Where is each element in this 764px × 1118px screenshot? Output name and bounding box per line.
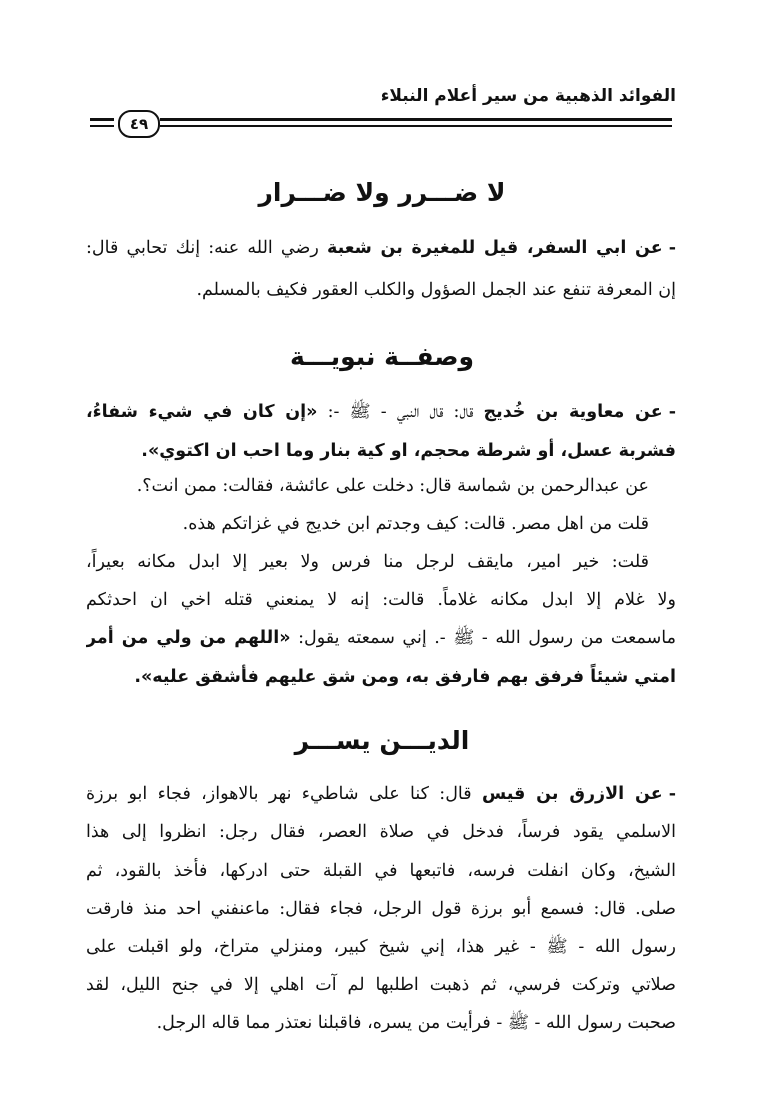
hadith-bold: فشربة عسل، أو شرطة محجم، او كية بنار وما احب ان اكتوي». <box>141 441 676 461</box>
line-text: قال: قال النبي - ﷺ -: <box>327 402 474 422</box>
paragraph-line: رسول الله - ﷺ - غير هذا، إني شيخ كبير، ومنزلي متراخ، ولو اقبلت على <box>86 937 676 957</box>
header-rule-thin <box>160 125 672 127</box>
paragraph-line: ولا غلام إلا ابدل مكانه غلاماً. قالت: إنه لا يمنعني قتله اخي ان احدثكم <box>86 590 676 610</box>
line-text: ماسمعت من رسول الله - ﷺ -. إني سمعته يقول: <box>298 628 676 648</box>
paragraph-line: صلى. قال: فسمع أبو برزة قول الرجل، فجاء فقال: ماعنفني احد منذ فارقت <box>86 899 676 919</box>
paragraph-line <box>86 233 676 263</box>
paragraph-line <box>86 436 676 466</box>
paragraph-line: قلت: خير امير، مايقف لرجل منا فرس ولا بعير إلا ابدل مكانه بعيراً، <box>86 552 649 572</box>
section-heading-prophetic-remedy: وصفــة نبويـــة <box>289 342 475 371</box>
hadith-bold: «اللهم من ولي من أمر <box>86 628 291 648</box>
line-text: قال: كنا على شاطيء نهر بالاهواز، فجاء ابو برزة <box>86 784 472 804</box>
item-dash: - <box>668 402 676 422</box>
paragraph-line <box>86 623 676 653</box>
paragraph-line: إن المعرفة تنفع عند الجمل الصؤول والكلب العقور فكيف بالمسلم. <box>196 280 676 300</box>
paragraph-line: صحبت رسول الله - ﷺ - فرأيت من يسره، فاقبلنا نعتذر مما قاله الرجل. <box>156 1013 676 1033</box>
page-number: ٤٩ <box>118 110 160 138</box>
item-dash: - <box>668 238 676 258</box>
header-rule-thick <box>160 118 672 121</box>
section-heading-no-harm: لا ضـــرر ولا ضـــرار <box>258 178 506 207</box>
hadith-bold: «إن كان في شيء شفاءُ، <box>86 402 318 422</box>
section-heading-religion-is-ease: الديـــن يســـر <box>294 726 470 755</box>
header-rule-left-thin <box>90 125 114 127</box>
paragraph-line: قلت من اهل مصر. قالت: كيف وجدتم ابن خديج في غزاتكم هذه. <box>182 514 649 534</box>
paragraph-line <box>86 397 676 427</box>
paragraph-line <box>86 662 676 692</box>
narrator-bold: عن الازرق بن قيس <box>481 784 663 804</box>
paragraph-line <box>86 779 676 809</box>
narrator-bold: عن ابي السفر، قيل للمغيرة بن شعبة <box>327 238 663 258</box>
paragraph-line: عن عبدالرحمن بن شماسة قال: دخلت على عائشة، فقالت: ممن انت؟. <box>136 476 649 496</box>
paragraph-line: صلاتي وتركت فرسي، ثم ذهبت اطلبها لم آت اهلي إلا في جنح الليل، لقد <box>86 975 676 995</box>
hadith-bold: امتي شيئاً فرفق بهم فارفق به، ومن شق عليهم فأشقق عليه». <box>134 667 676 687</box>
running-title: الفوائد الذهبية من سير أعلام النبلاء <box>380 86 676 106</box>
item-dash: - <box>668 784 676 804</box>
line-text: رضي الله عنه: إنك تحابي قال: <box>86 238 319 258</box>
header-rule-left-thick <box>90 118 114 121</box>
paragraph-line: الاسلمي يقود فرساً، فدخل في صلاة العصر، فقال رجل: انظروا إلى هذا <box>86 822 676 842</box>
paragraph-line: الشيخ، وكان انفلت فرسه، فاتبعها في القبلة حتى ادركها، فأخذ بالقود، ثم <box>86 861 676 881</box>
narrator-bold: عن معاوية بن خُديج <box>483 402 663 422</box>
